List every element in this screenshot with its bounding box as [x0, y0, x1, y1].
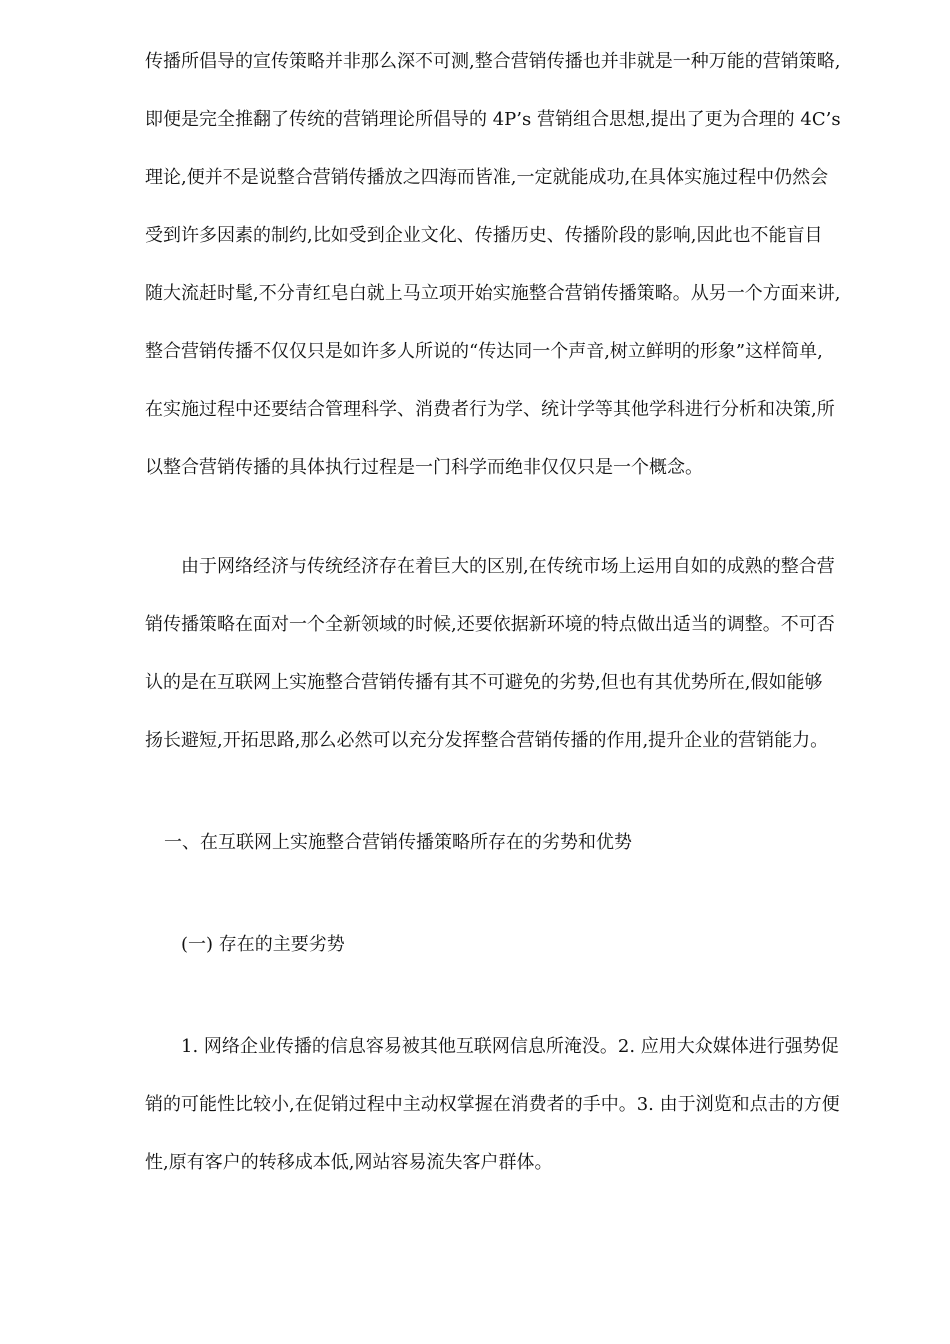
paragraph-line: 在实施过程中还要结合管理科学、消费者行为学、统计学等其他学科进行分析和决策,所: [145, 399, 835, 420]
paragraph-line: 随大流赶时髦,不分青红皂白就上马立项开始实施整合营销传播策略。从另一个方面来讲,: [145, 283, 841, 304]
paragraph-line: 销传播策略在面对一个全新领域的时候,还要依据新环境的特点做出适当的调整。不可否: [145, 614, 835, 635]
paragraph-line: 性,原有客户的转移成本低,网站容易流失客户群体。: [145, 1152, 553, 1173]
paragraph-line: 受到许多因素的制约,比如受到企业文化、传播历史、传播阶段的影响,因此也不能盲目: [145, 225, 823, 246]
paragraph-line: 理论,便并不是说整合营销传播放之四海而皆准,一定就能成功,在具体实施过程中仍然会: [145, 167, 829, 188]
paragraph-line: 整合营销传播不仅仅只是如许多人所说的“传达同一个声音,树立鲜明的形象”这样简单,: [145, 341, 823, 362]
paragraph-line: 1. 网络企业传播的信息容易被其他互联网信息所淹没。2. 应用大众媒体进行强势促: [181, 1036, 839, 1057]
section-heading: 一、在互联网上实施整合营销传播策略所存在的劣势和优势: [164, 832, 632, 853]
subsection-heading: (一) 存在的主要劣势: [181, 934, 345, 955]
paragraph-line: 扬长避短,开拓思路,那么必然可以充分发挥整合营销传播的作用,提升企业的营销能力。: [145, 730, 829, 751]
paragraph-line: 认的是在互联网上实施整合营销传播有其不可避免的劣势,但也有其优势所在,假如能够: [145, 672, 823, 693]
paragraph-line: 销的可能性比较小,在促销过程中主动权掌握在消费者的手中。3. 由于浏览和点击的方便: [145, 1094, 840, 1115]
paragraph-line: 由于网络经济与传统经济存在着巨大的区别,在传统市场上运用自如的成熟的整合营: [181, 556, 835, 577]
paragraph-line: 以整合营销传播的具体执行过程是一门科学而绝非仅仅只是一个概念。: [145, 457, 703, 478]
paragraph-line: 即便是完全推翻了传统的营销理论所倡导的 4P’s 营销组合思想,提出了更为合理的 4C’s: [145, 109, 841, 130]
paragraph-line: 传播所倡导的宣传策略并非那么深不可测,整合营销传播也并非就是一种万能的营销策略,: [145, 51, 841, 72]
